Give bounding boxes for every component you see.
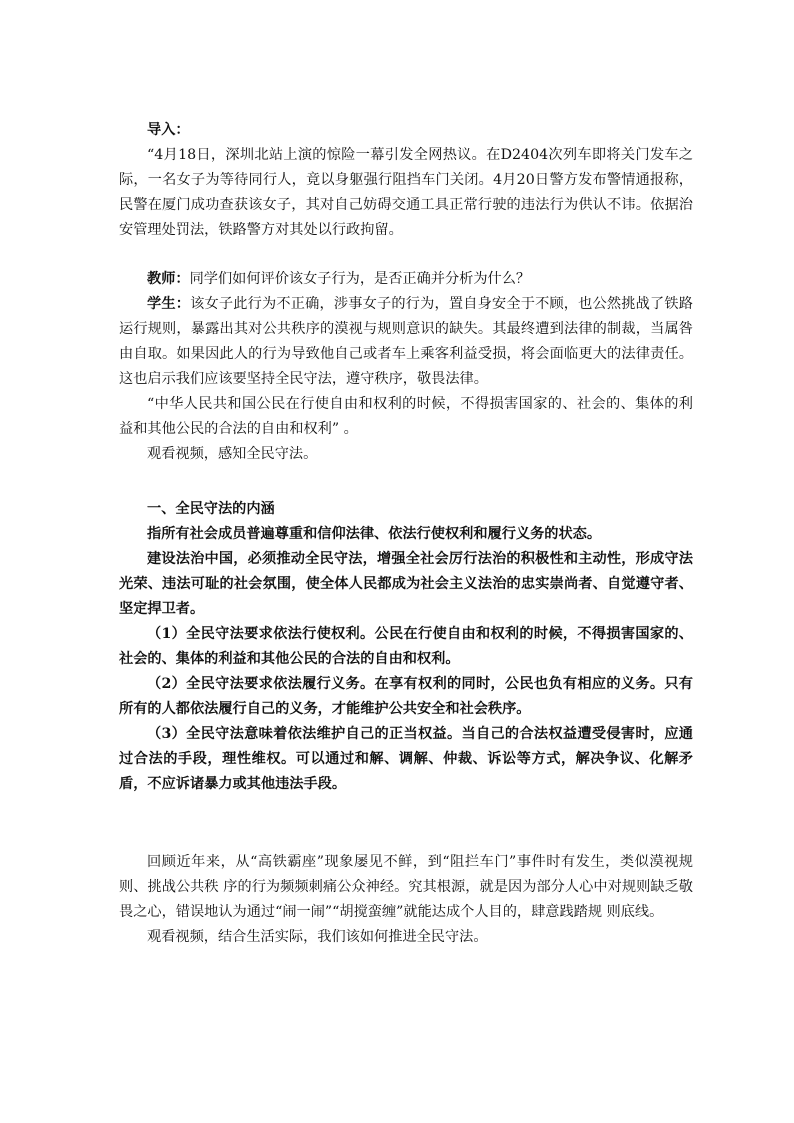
intro-paragraph: “4月18日，深圳北站上演的惊险一幕引发全网热议。在D2404次列车即将关门发车之际，一名女子为等待同行人，竟以身躯强行阻挡车门关闭。4月20日警方发布警情通报称，民警在厦门成功查获该女子，其对自己妨碍交通工具正常行驶的违法行为供认不讳。依据治安管理处罚法，铁路警方对其处以行政拘留。 (119, 147, 693, 238)
section1-definition: 指所有社会成员普遍尊重和信仰法律、依法行使权利和履行义务的状态。 (147, 526, 602, 542)
point-1: （1）全民守法要求依法行使权利。公民在行使自由和权利的时候，不得损害国家的、社会的、集体的利益和其他公民的合法的自由和权利。 (119, 626, 693, 667)
quote-paragraph: “中华人民共和国公民在行使自由和权利的时候，不得损害国家的、社会的、集体的利益和其他公民的合法的自由和权利” 。 (119, 396, 693, 437)
spacer (119, 467, 693, 497)
watch-video-2: 观看视频，结合生活实际，我们该如何推进全民守法。 (147, 929, 488, 945)
spacer (119, 243, 693, 267)
point-2: （2）全民守法要求依法履行义务。在享有权利的同时，公民也负有相应的义务。只有所有的人都依法履行自己的义务，才能维护公共安全和社会秩序。 (119, 676, 693, 717)
teacher-label: 教师： (147, 271, 190, 287)
teacher-question-text: 同学们如何评价该女子行为，是否正确并分析为什么？ (189, 271, 531, 287)
student-answer-text: 该女子此行为不正确，涉事女子的行为，置自身安全于不顾，也公然挑战了铁路运行规则，暴露出其对公共秩序的漠视与规则意识的缺失。其最终遭到法律的制裁，当属咎由自取。如果因此人的行为导致他自己或者车上乘客利益受损，将会面临更大的法律责任。这也启示我们应该要坚持全民守法，遵守秩序，敬畏法律。 (119, 296, 693, 387)
document-body (119, 118, 693, 950)
intro-heading: 导入： (147, 122, 190, 138)
teacher-question (119, 267, 693, 292)
student-answer (119, 292, 693, 392)
review-paragraph: 回顾近年来，从“高铁霸座”现象屡见不鲜，到“阻拦车门”事件时有发生，类似漠视规则、挑战公共秩 序的行为频频刺痛公众神经。究其根源，就是因为部分人心中对规则缺乏敬畏之心，错误地认为通过“闹一闹”“胡搅蛮缠”就能达成个人目的，肆意践踏规 则底线。 (119, 854, 693, 920)
point-3: （3）全民守法意味着依法维护自己的正当权益。当自己的合法权益遭受侵害时，应通过合法的手段，理性维权。可以通过和解、调解、仲裁、诉讼等方式，解决争议、化解矛盾，不应诉诸暴力或其他违法手段。 (119, 726, 693, 792)
student-label: 学生： (147, 296, 191, 312)
section1-heading: 一、全民守法的内涵 (147, 501, 275, 517)
spacer (119, 797, 693, 850)
watch-video-1: 观看视频，感知全民守法。 (147, 446, 318, 462)
section1-intro: 建设法治中国，必须推动全民守法，增强全社会厉行法治的积极性和主动性，形成守法光荣、违法可耻的社会氛围，使全体人民都成为社会主义法治的忠实崇尚者、自觉遵守者、坚定捍卫者。 (119, 551, 693, 617)
